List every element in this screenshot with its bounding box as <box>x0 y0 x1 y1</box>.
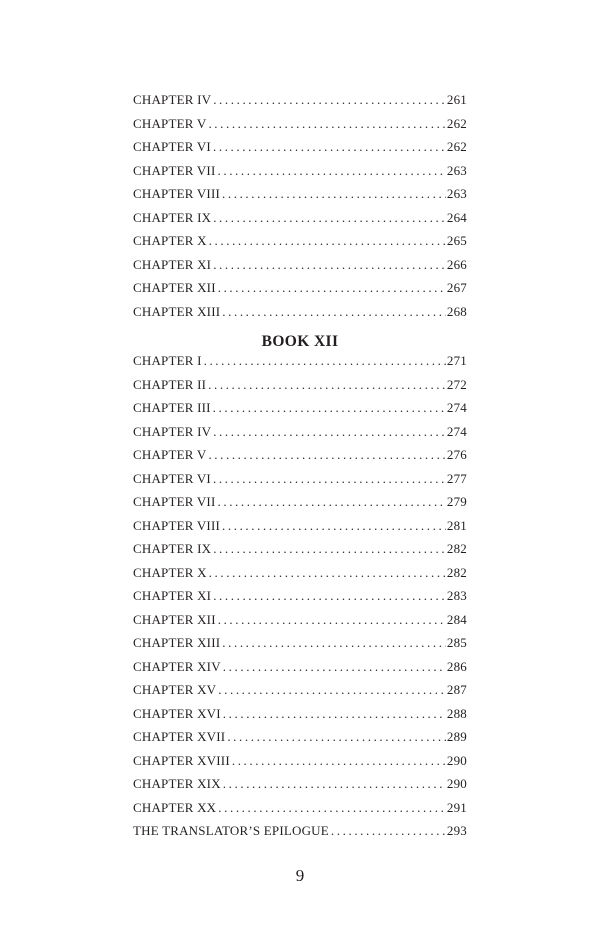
toc-entry <box>133 163 467 187</box>
toc-entry-page: 268 <box>446 303 467 319</box>
dot-leader <box>213 588 446 604</box>
toc-entry-title: CHAPTER IV <box>133 423 212 439</box>
toc-entry-title: CHAPTER XI <box>133 588 212 603</box>
dot-leader <box>208 377 446 393</box>
toc-entry <box>133 471 467 495</box>
dot-leader <box>218 163 446 179</box>
toc-entry-title: CHAPTER XVI <box>133 705 221 721</box>
toc-entry-title: CHAPTER VI <box>133 470 211 486</box>
toc-entry-title: CHAPTER XX <box>133 799 217 815</box>
toc-entry-title: CHAPTER XIV <box>133 658 221 674</box>
toc-entry-page: 279 <box>446 494 467 509</box>
dot-leader <box>213 424 446 440</box>
toc-entry <box>133 400 467 424</box>
toc-entry-page: 276 <box>446 447 467 462</box>
toc-entry-title: CHAPTER II <box>133 376 207 392</box>
toc-entry-title: CHAPTER XII <box>133 280 216 295</box>
toc-entry <box>133 92 467 116</box>
table-of-contents <box>133 92 467 847</box>
toc-entry-page: 285 <box>446 635 467 650</box>
book-xi-entries <box>133 92 467 327</box>
toc-entry <box>133 518 467 542</box>
toc-entry-title: CHAPTER VII <box>133 494 216 509</box>
toc-entry-page: 282 <box>446 564 467 580</box>
toc-entry <box>133 659 467 683</box>
toc-entry-page: 282 <box>446 541 467 556</box>
toc-entry-title: CHAPTER IX <box>133 209 212 225</box>
toc-entry-page: 262 <box>446 139 467 154</box>
toc-entry <box>133 612 467 636</box>
toc-entry-title: CHAPTER IX <box>133 541 212 556</box>
toc-entry-page: 290 <box>446 776 467 791</box>
toc-entry-page: 274 <box>446 400 467 415</box>
dot-leader <box>218 682 446 698</box>
toc-entry-title: CHAPTER I <box>133 353 202 368</box>
toc-entry-title: CHAPTER XIX <box>133 776 221 791</box>
dot-leader <box>232 753 446 769</box>
dot-leader <box>208 447 445 463</box>
toc-entry-page: 277 <box>446 470 467 486</box>
dot-leader <box>218 280 446 296</box>
toc-entry-title: THE TRANSLATOR’S EPILOGUE <box>133 823 329 838</box>
dot-leader <box>213 257 446 273</box>
toc-entry <box>133 494 467 518</box>
toc-entry-page: 263 <box>446 186 467 201</box>
toc-entry <box>133 541 467 565</box>
dot-leader <box>218 800 446 816</box>
toc-entry <box>133 353 467 377</box>
toc-entry-title: CHAPTER XVIII <box>133 752 230 768</box>
page-number: 9 <box>295 866 305 885</box>
toc-entry <box>133 116 467 140</box>
toc-entry-title: CHAPTER XIII <box>133 635 221 650</box>
toc-entry <box>133 186 467 210</box>
toc-entry-title: CHAPTER VII <box>133 162 216 178</box>
toc-entry-title: CHAPTER XII <box>133 611 216 627</box>
toc-entry-page: 267 <box>446 280 467 295</box>
toc-entry-title: CHAPTER XV <box>133 682 217 697</box>
dot-leader <box>222 635 446 651</box>
dot-leader <box>213 400 446 416</box>
dot-leader <box>209 233 446 249</box>
toc-entry <box>133 139 467 163</box>
toc-entry-page: 283 <box>446 588 467 603</box>
toc-entry-title: CHAPTER XVII <box>133 729 226 744</box>
toc-entry-page: 289 <box>446 729 467 744</box>
toc-entry-page: 284 <box>446 611 467 627</box>
toc-entry <box>133 588 467 612</box>
toc-entry-page: 286 <box>446 658 467 674</box>
dot-leader <box>209 565 446 581</box>
toc-entry <box>133 776 467 800</box>
book-xii-entries <box>133 353 467 847</box>
dot-leader <box>218 612 446 628</box>
dot-leader <box>222 186 446 202</box>
toc-entry <box>133 280 467 304</box>
dot-leader <box>222 304 446 320</box>
dot-leader <box>213 92 446 108</box>
toc-entry-title: CHAPTER X <box>133 233 207 248</box>
dot-leader <box>223 706 446 722</box>
dot-leader <box>208 116 445 132</box>
toc-entry-page: 266 <box>446 256 467 272</box>
toc-entry-page: 261 <box>446 92 467 107</box>
toc-entry-title: CHAPTER X <box>133 564 207 580</box>
book-heading: BOOK XII <box>261 333 339 350</box>
toc-entry-page: 291 <box>446 799 467 815</box>
dot-leader <box>213 139 446 155</box>
toc-entry <box>133 729 467 753</box>
toc-entry-page: 287 <box>446 682 467 697</box>
toc-entry <box>133 233 467 257</box>
toc-entry-title: CHAPTER VIII <box>133 186 221 201</box>
dot-leader <box>204 353 446 369</box>
toc-entry <box>133 304 467 328</box>
dot-leader <box>227 729 446 745</box>
toc-entry-page: 290 <box>446 752 467 768</box>
toc-entry-page: 281 <box>446 517 467 533</box>
toc-entry-title: CHAPTER IV <box>133 92 212 107</box>
toc-entry <box>133 424 467 448</box>
toc-entry-page: 288 <box>446 705 467 721</box>
toc-entry-title: CHAPTER III <box>133 400 211 415</box>
toc-entry-page: 271 <box>446 353 467 368</box>
toc-entry-title: CHAPTER V <box>133 115 207 131</box>
toc-entry-title: CHAPTER V <box>133 447 207 462</box>
toc-entry-page: 293 <box>446 823 467 838</box>
toc-entry-title: CHAPTER XI <box>133 256 212 272</box>
toc-entry-epilogue <box>133 823 467 847</box>
toc-entry-page: 265 <box>446 233 467 248</box>
dot-leader <box>331 823 446 839</box>
dot-leader <box>213 471 446 487</box>
toc-entry <box>133 565 467 589</box>
toc-entry-page: 262 <box>446 115 467 131</box>
toc-entry <box>133 447 467 471</box>
toc-entry <box>133 210 467 234</box>
toc-entry <box>133 377 467 401</box>
toc-entry-page: 274 <box>446 423 467 439</box>
toc-entry-page: 263 <box>446 162 467 178</box>
dot-leader <box>218 494 446 510</box>
dot-leader <box>213 210 446 226</box>
toc-entry <box>133 800 467 824</box>
toc-entry-page: 272 <box>446 376 467 392</box>
toc-entry-title: CHAPTER XIII <box>133 303 221 319</box>
dot-leader <box>223 776 446 792</box>
toc-entry <box>133 682 467 706</box>
toc-entry <box>133 635 467 659</box>
toc-entry-title: CHAPTER VIII <box>133 517 221 533</box>
toc-entry <box>133 257 467 281</box>
dot-leader <box>222 518 446 534</box>
dot-leader <box>213 541 446 557</box>
toc-entry <box>133 753 467 777</box>
toc-entry <box>133 706 467 730</box>
toc-entry-title: CHAPTER VI <box>133 139 211 154</box>
dot-leader <box>223 659 446 675</box>
toc-entry-page: 264 <box>446 209 467 225</box>
